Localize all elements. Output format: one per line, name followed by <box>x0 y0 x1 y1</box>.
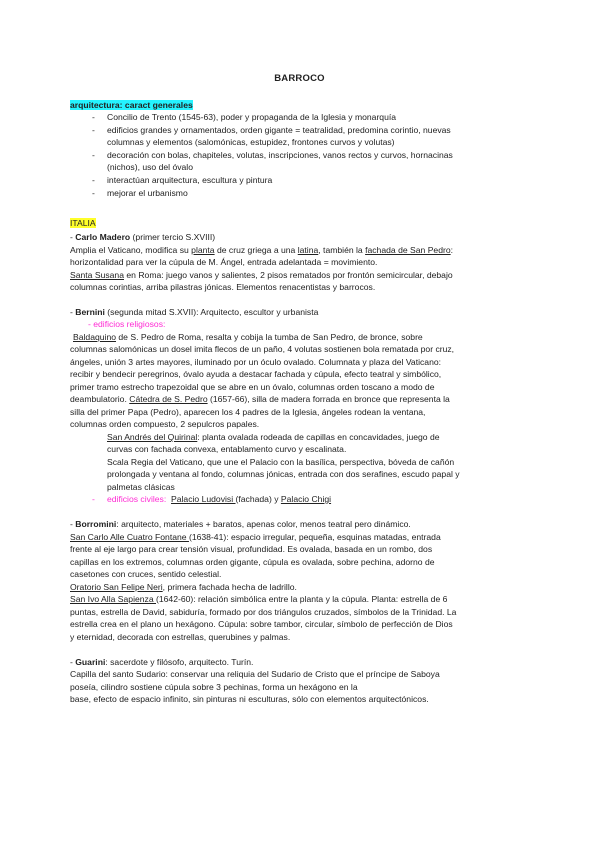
arch-item-cont: columnas y elementos (salomónicas, estupidez, frontones curvos y volutas) <box>107 137 395 147</box>
bernini-line: silla del primer Papa (Pedro), aparecen los 4 padres de la Iglesia, ángeles rodean la ventana, <box>70 407 426 417</box>
architect-note: (primer tercio S.XVIII) <box>130 232 216 242</box>
text: (1642-60): relación simbólica entre la planta y la cúpula. Planta: estrella de 6 <box>156 594 448 604</box>
bernini-line: ángeles, unión 3 artes mayores, iluminado por un óculo ovalado. Columnata y plaza del Vaticano: <box>70 357 442 367</box>
text: , primera fachada hecha de ladrillo. <box>162 582 297 592</box>
italia-heading <box>70 217 96 229</box>
dash: - <box>70 307 76 317</box>
maderno-line: columnas corintias, arriba pilastras jónicas. Elementos renacentistas y barrocos. <box>70 282 376 292</box>
architect-note: : sacerdote y filósofo, arquitecto. Turín. <box>105 657 254 667</box>
underlined-term: Palacio Ludovisi <box>171 494 236 504</box>
bernini-line: columnas salomónicas un dosel imita flecos de un paño, 4 volutas sostienen bola rematada por cruz, <box>70 344 455 354</box>
maderno-header <box>70 231 215 243</box>
arch-item: interactúan arquitectura, escultura y pintura <box>107 175 273 185</box>
bernini-line: recibir y bendecir peregrinos, óvalo ayuda a destacar fachada y cúpula, efecto teatral y simbólico, <box>70 369 442 379</box>
dash: - <box>70 519 76 529</box>
bullet-dash: - <box>92 188 95 198</box>
borromini-line: casetones con cruces, sentido celestial. <box>70 569 222 579</box>
text: (1657-66), silla de madera forrada en bronce que representa la <box>207 394 450 404</box>
bernini-line <box>73 331 423 343</box>
guarini-line: base, efecto de espacio infinito, sin pinturas ni esculturas, sólo con elementos arquitectónicos. <box>70 694 429 704</box>
borromini-line: estrella crea en el plano un hexágono. Cúpula: sobre tambor, circular, símbolo de perfección de Dios <box>70 619 453 629</box>
text: : planta ovalada rodeada de capillas en concavidades, juego de <box>197 432 440 442</box>
underlined-term: fachada de San Pedro <box>365 245 451 255</box>
bullet-dash: - <box>92 112 95 122</box>
maderno-line: horizontalidad para ver la cúpula de M. Ángel, entrada adelantada = movimiento. <box>70 257 378 267</box>
bernini-line <box>70 393 450 405</box>
bullet-dash: - <box>92 125 95 135</box>
text: , también la <box>318 245 366 255</box>
italia-heading-text: ITALIA <box>70 218 96 228</box>
bullet-dash: - <box>92 175 95 185</box>
underlined-term: Baldaquino <box>73 332 117 342</box>
text: Amplia el Vaticano, modifica su <box>70 245 192 255</box>
bernini-indent-line: curvas con fachada convexa, entablamento curvo y escalinata. <box>107 444 347 454</box>
underlined-term: Santa Susana <box>70 270 124 280</box>
text: de cruz griega a una <box>214 245 298 255</box>
borromini-line <box>70 581 297 593</box>
bernini-line: columnas orden compuesto, 2 sepulcros papales. <box>70 419 260 429</box>
bernini-indent-line: Scala Regia del Vaticano, que une el Palacio con la basílica, perspectiva, bóveda de cañón <box>107 457 455 467</box>
text: en Roma: juego vanos y salientes, 2 pisos rematados por frontón semicircular, debajo <box>124 270 453 280</box>
bernini-indent-line: prolongada y ventana al fondo, columnas jónicas, entrada con dos serafines, escudo papal y <box>107 469 460 479</box>
civil-dash: - <box>92 494 95 504</box>
underlined-term: Palacio Chigi <box>280 494 332 504</box>
borromini-line: frente al eje largo para crear tensión visual, profundidad. Es ovalada, basada en un rombo, dos <box>70 544 433 554</box>
bernini-civil-line <box>107 493 331 505</box>
bernini-header <box>70 306 318 318</box>
bernini-religious-label: - edificios religiosos: <box>88 319 166 329</box>
text: : <box>450 245 454 255</box>
arch-heading <box>70 99 193 111</box>
borromini-line <box>70 593 447 605</box>
underlined-term: San Ivo Alla Sapienza <box>70 594 156 604</box>
arch-item: Concilio de Trento (1545-63), poder y propaganda de la Iglesia y monarquía <box>107 112 397 122</box>
underlined-term: San Andrés del Quirinal <box>107 432 198 442</box>
text: de S. Pedro de Roma, resalta y cobija la tumba de San Pedro, de bronce, sobre <box>116 332 423 342</box>
architect-note: (segunda mitad S.XVII): Arquitecto, escultor y urbanista <box>104 307 319 317</box>
text: deambulatorio. <box>70 394 130 404</box>
underlined-term: planta <box>191 245 215 255</box>
borromini-line <box>70 531 441 543</box>
text: (1638-41): espacio irregular, pequeña, esquinas matadas, entrada <box>188 532 441 542</box>
underlined-term: latina <box>297 245 319 255</box>
arch-item: decoración con bolas, chapiteles, volutas, inscripciones, vanos rectos y curvos, hornacinas <box>107 150 453 160</box>
text: (fachada) y <box>235 494 281 504</box>
borromini-line: capillas en los extremos, columnas orden gigante, cúpula es ovalada, sobre pechina, adorno de <box>70 557 435 567</box>
borromini-line: puntas, estrella de David, sabiduría, formado por dos triángulos cruzados, símbolos de la Trinidad. La <box>70 607 457 617</box>
bernini-indent-line <box>107 431 440 443</box>
bullet-dash: - <box>92 150 95 160</box>
bernini-line: primer tramo estrecho trapezoidal que se abre en un óvalo, columnas orden toscano a modo de <box>70 382 435 392</box>
guarini-line: Capilla del santo Sudario: conservar una reliquia del Sudario de Cristo que el príncipe de Saboya <box>70 669 440 679</box>
borromini-header <box>70 518 411 530</box>
bernini-indent-line: palmetas clásicas <box>107 482 175 492</box>
arch-item-cont: (nichos), uso del óvalo <box>107 162 193 172</box>
underlined-term: Oratorio San Felipe Neri <box>70 582 163 592</box>
guarini-header <box>70 656 253 668</box>
maderno-line <box>70 244 453 256</box>
architect-note: : arquitecto, materiales + baratos, apenas color, menos teatral pero dinámico. <box>116 519 411 529</box>
architect-name: Bernini <box>75 307 105 317</box>
underlined-term: Cátedra de S. Pedro <box>129 394 208 404</box>
arch-item: edificios grandes y ornamentados, orden gigante = teatralidad, predomina corintio, nuevas <box>107 125 451 135</box>
civil-label: edificios civiles: <box>107 494 167 504</box>
architect-name: Guarini <box>75 657 106 667</box>
arch-item: mejorar el urbanismo <box>107 188 188 198</box>
architect-name: Carlo Madero <box>75 232 131 242</box>
architect-name: Borromini <box>75 519 117 529</box>
arch-heading-text: arquitectura: caract generales <box>70 100 193 110</box>
underlined-term: San Carlo Alle Cuatro Fontane <box>70 532 189 542</box>
guarini-line: poseía, cilindro sostiene cúpula sobre 3 pechinas, forma un hexágono en la <box>70 682 358 692</box>
borromini-line: y eternidad, decorada con estrellas, querubines y palmas. <box>70 632 291 642</box>
page-title: BARROCO <box>274 73 325 84</box>
dash: - <box>70 657 76 667</box>
maderno-line <box>70 269 453 281</box>
dash: - <box>70 232 76 242</box>
